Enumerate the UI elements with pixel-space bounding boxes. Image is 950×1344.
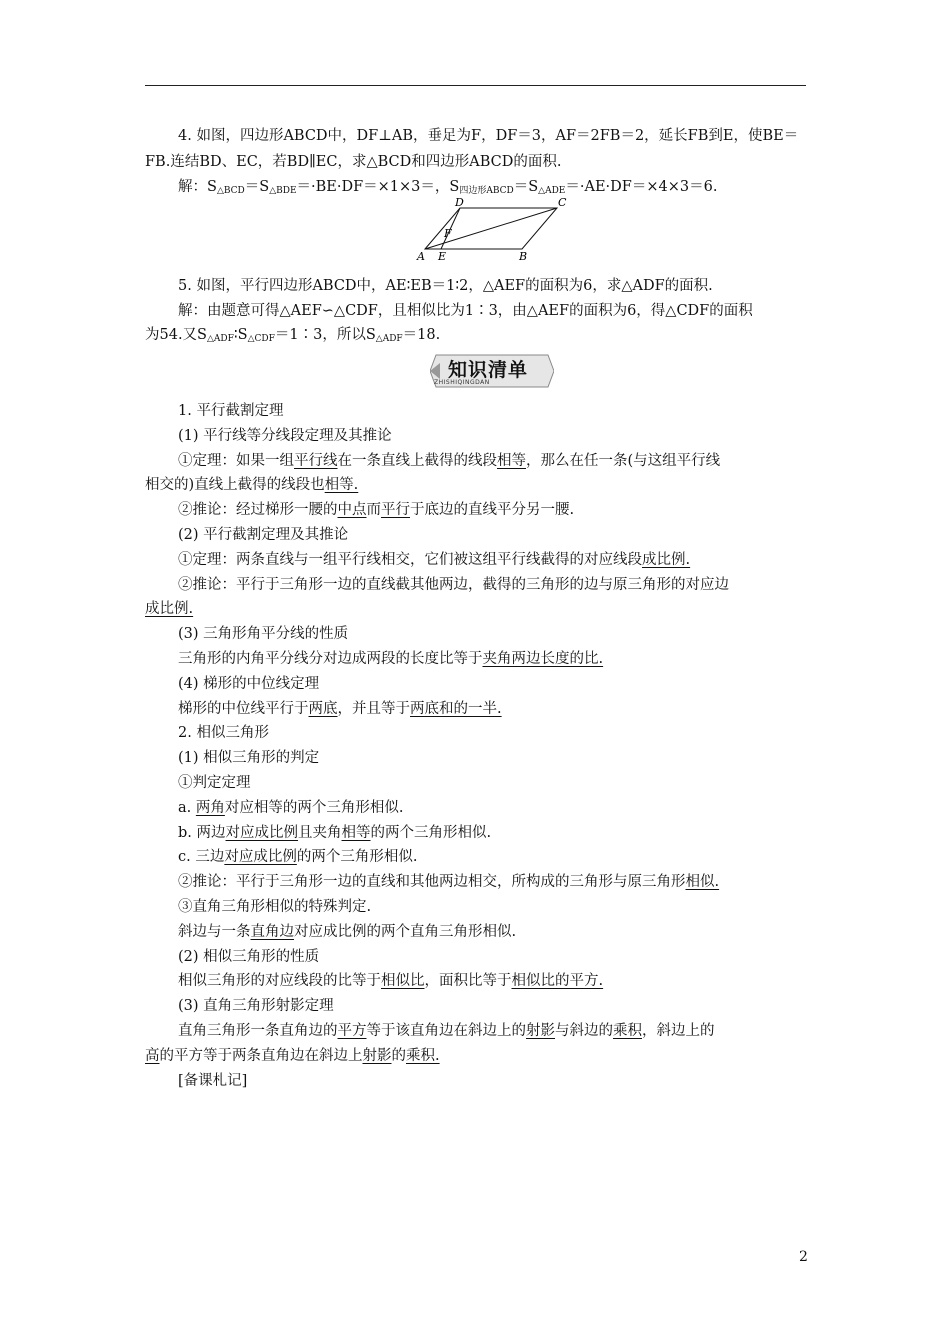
- s2-hypotenuse: 斜边与一条直角边对应成比例的两个直角三角形相似.: [178, 924, 517, 940]
- s1-p1a: ①定理：如果一组平行线在一条直线上截得的线段相等，那么在任一条(与这组平行线: [178, 453, 721, 469]
- problem4-line1: 4. 如图，四边形ABCD中，DF⊥AB，垂足为F，DF＝3，AF＝2FB＝2，延长FB到E，使BE＝: [178, 128, 799, 144]
- s2-item-b: b. 两边对应成比例且夹角相等的两个三角形相似.: [178, 825, 492, 841]
- s1-p4a: 三角形的内角平分线分对边成两段的长度比等于夹角两边长度的比.: [178, 651, 604, 667]
- s2-item-c: c. 三边对应成比例的两个三角形相似.: [178, 849, 418, 865]
- s1-p3b: ②推论：平行于三角形一边的直线截其他两边，截得的三角形的边与原三角形的对应边: [178, 577, 729, 593]
- s1-p1: (1) 平行线等分线段定理及其推论: [178, 428, 392, 444]
- s2-p2: (2) 相似三角形的性质: [178, 949, 320, 965]
- s1-p3a: ①定理：两条直线与一组平行线相交，它们被这组平行线截得的对应线段成比例.: [178, 552, 691, 568]
- section-banner: [430, 353, 554, 389]
- s2-projection-1: 直角三角形一条直角边的平方等于该直角边在斜边上的射影与斜边的乘积，斜边上的: [178, 1023, 715, 1039]
- s2-p1a: ①判定定理: [178, 775, 251, 791]
- s1-p1b: 相交的)直线上截得的线段也相等.: [145, 477, 359, 493]
- s2-special: ③直角三角形相似的特殊判定.: [178, 899, 372, 915]
- header-rule: [145, 85, 806, 86]
- lesson-notes-label: [备课札记]: [178, 1073, 248, 1089]
- s1-p5: (4) 梯形的中位线定理: [178, 676, 320, 692]
- s2-properties: 相似三角形的对应线段的比等于相似比，面积比等于相似比的平方.: [178, 973, 604, 989]
- s2-item-a: a. 两角对应相等的两个三角形相似.: [178, 800, 404, 816]
- problem5-line3: 为54.又$S_{\triangle ADF}∶S_{\triangle CDF}=1∶3$，所以$S_{\triangle ADF}=18$.: [145, 327, 441, 344]
- figure-label-a: A: [417, 250, 425, 263]
- s1-p3c: 成比例.: [145, 601, 194, 617]
- banner-title: 知识清单: [448, 359, 529, 381]
- s1-heading: 1. 平行截割定理: [178, 403, 284, 419]
- problem4-line2: FB.连结BD、EC，若BD∥EC，求△BCD和四边形ABCD的面积.: [145, 154, 562, 170]
- banner-pinyin: ZHISHIQINGDAN: [434, 379, 490, 386]
- s1-p3: (2) 平行截割定理及其推论: [178, 527, 349, 543]
- s1-p5a: 梯形的中位线平行于两底，并且等于两底和的一半.: [178, 701, 502, 717]
- figure-label-e: E: [438, 250, 447, 263]
- parallelogram-figure: [405, 195, 595, 263]
- figure-label-c: C: [558, 196, 567, 209]
- problem4-solution: 解：$S_{\triangle BCD}=S_{\triangle BDE}=\cdot BE\cdot DF=\times 1\times 3=$，$S_{四边形ABCD}=S_{\triangle ADE}=\cdot AE\cdot DF=\times 4\times 3=6$.: [178, 179, 718, 196]
- figure-label-d: D: [455, 196, 464, 209]
- page-number: 2: [799, 1249, 808, 1265]
- s2-heading: 2. 相似三角形: [178, 725, 269, 741]
- figure-label-b: B: [519, 250, 528, 263]
- s2-p1: (1) 相似三角形的判定: [178, 750, 320, 766]
- s2-p3: (3) 直角三角形射影定理: [178, 998, 334, 1014]
- s1-p2a: ②推论：经过梯形一腰的中点而平行于底边的直线平分另一腰.: [178, 502, 575, 518]
- s2-projection-2: 高的平方等于两条直角边在斜边上射影的乘积.: [145, 1048, 440, 1064]
- problem5-line2: 解：由题意可得△AEF∽△CDF，且相似比为1∶3，由△AEF的面积为6，得△CDF的面积: [178, 303, 753, 319]
- problem5-line1: 5. 如图，平行四边形ABCD中，AE∶EB＝1∶2，△AEF的面积为6，求△ADF的面积.: [178, 278, 713, 294]
- s1-p4: (3) 三角形角平分线的性质: [178, 626, 349, 642]
- figure-label-f: F: [444, 227, 452, 240]
- s2-corollary: ②推论：平行于三角形一边的直线和其他两边相交，所构成的三角形与原三角形相似.: [178, 874, 720, 890]
